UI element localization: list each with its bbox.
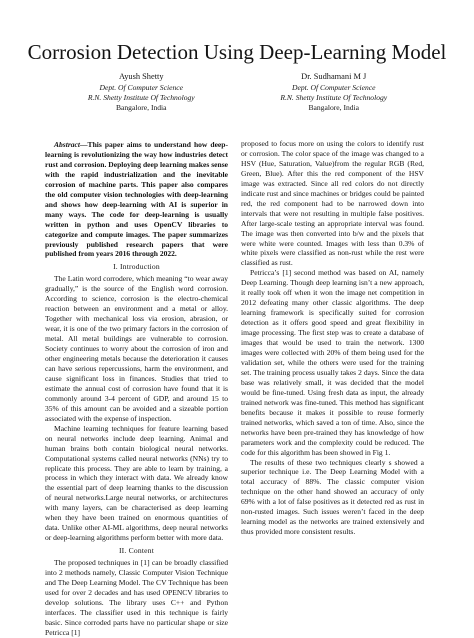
author-2 — [238, 71, 431, 113]
paragraph: The results of these two techniques clearly s showed a superior technique i.e. The Deep Learning Model with a total accuracy of 88%. The classic computer vision technique on the other hand showed an accuracy of only 69% with a lot of false positives as it detected red as rust in non-rusted images. Such issues weren’t faced in the deep learning model as the networks are trained extensively and thus provided more consistent results. — [241, 457, 424, 537]
author-name: Ayush Shetty — [118, 72, 164, 81]
paragraph: Machine learning techniques for feature learning based on neural networks include deep learning. Animal and human brains both contain biological neural networks. Computational systems called neural networks (NNs) try to replicate this process. They are able to learn by training, a process in which they interact with data. We already know the essential part of deep learning thanks to the discussion of neural networks.Large neural networks, or architectures with many layers, can be characterised as deep learning when they have been trained on enormous quantities of data. Unlike other AI-ML algorithms, deep neural networks or deep-learning algorithms perform better with more data. — [45, 423, 228, 543]
abstract — [45, 140, 228, 259]
author-city: Bangalore, India — [115, 103, 167, 112]
paper-title: Corrosion Detection Using Deep-Learning Model — [27, 40, 447, 64]
author-dept: Dept. Of Computer Science — [291, 83, 376, 92]
author-city: Bangalore, India — [308, 103, 360, 112]
author-block — [45, 71, 430, 113]
paragraph: Petricca’s [1] second method was based on AI, namely Deep Learning. Though deep learning isn’t a new approach, it really took off when it won the image net competition in 2012 defeating many other classic algorithms. The deep learning framework is specifically suited for corrosion detection as it offers good speed and great flexibility in image processing. The first step was to create a database of images that would be used to train the network. 1300 images were collected with 20% of them being used for the validation set, while the others were used for the training set. The training process usually takes 2 days. Since the data base was relatively small, it was decided that the model would be fine-tuned. Using fresh data as input, the already trained network was fine-tuned. This method has significant benefits because it makes it possible to reuse formerly trained networks, which saved a ton of time. Also, since the networks have been pre-trained they has knowledge of how parameters work and the complexity could be reduced. The code for this algorithm has been showed in Fig 1. — [241, 268, 424, 457]
section-heading-content: II. Content — [118, 546, 155, 556]
author-dept: Dept. Of Computer Science — [99, 83, 183, 92]
paragraph: The proposed techniques in [1] can be broadly classified into 2 methods namely, Classic Computer Vision Technique and The Deep Learning Model. The CV Technique has been used for over 2 decades and has used OPENCV libraries to develop solutions. The library uses C++ and Python interfaces. The classifier used in this technique is fairly basic. Since corroded parts have no particular shape or size Petricca [1] — [45, 558, 228, 637]
author-name: Dr. Sudhamani M J — [301, 72, 367, 81]
left-column — [45, 140, 228, 638]
paragraph: proposed to focus more on using the colors to identify rust or corrosion. The color space of the image was changed to a HSV (Hue, Saturation, Value)from the regular RGB (Red, Green, Blue). After this the red component of the HSV image was extracted. Since all red colors do not directly indicate rust and since machines or bridges could be painted red, the red component had to be narrowed down into intervals that were not resulting in multiple false positives. After large-scale testing an appropriate interval was found. The image was then converted into b/w and the pixels that were white were counted. Images with less than 0.3% of white pixels were classified as non-rust while the rest were classified as rust. — [241, 139, 424, 268]
author-institute: R.N. Shetty Institute Of Technology — [280, 93, 388, 102]
abstract-text: —This paper aims to understand how deep-learning is revolutionizing the way how industries detect rust and corrosion. Deploying deep learning makes sense with the rapid industrialization and the inevitable corrosion of machine parts. This paper also compares the old computer vision technologies with deep-learning and shows how deep-learning with AI is superior in many ways. The code for deep-learning is usually written in python and uses OpenCV libraries to categorize and compute images. The paper summarizes previously published research papers that were published from years 2016 through 2022. — [45, 140, 228, 259]
author-1 — [45, 71, 238, 113]
author-institute: R.N. Shetty Institute Of Technology — [87, 93, 195, 102]
right-column — [241, 139, 424, 537]
section-heading-introduction: I. Introduction — [113, 262, 160, 272]
abstract-label: Abstract — [54, 140, 80, 149]
paragraph: The Latin word corrodere, which meaning “to wear away gradually,” is the source of the English word corrosion. According to science, corrosion is the electro-chemical reaction between an environment and a metal or alloy. Together with mechanical loss via erosion, abrasion, or wear, it is one of the two primary factors in the corrosion of metal. All metal buildings are vulnerable to corrosion. Society continues to worry about the corrosion of iron and other engineering metals because the deterioration it causes can have serious repercussions, harm the environment, and cause significant loss in finances. Studies that tried to estimate the annual cost of corrosion have found that it is commonly around 3-4 percent of GDP, and around 15 to 35% of this amount can be avoided and a sizeable portion associated with the expense of inspection. — [45, 274, 228, 423]
